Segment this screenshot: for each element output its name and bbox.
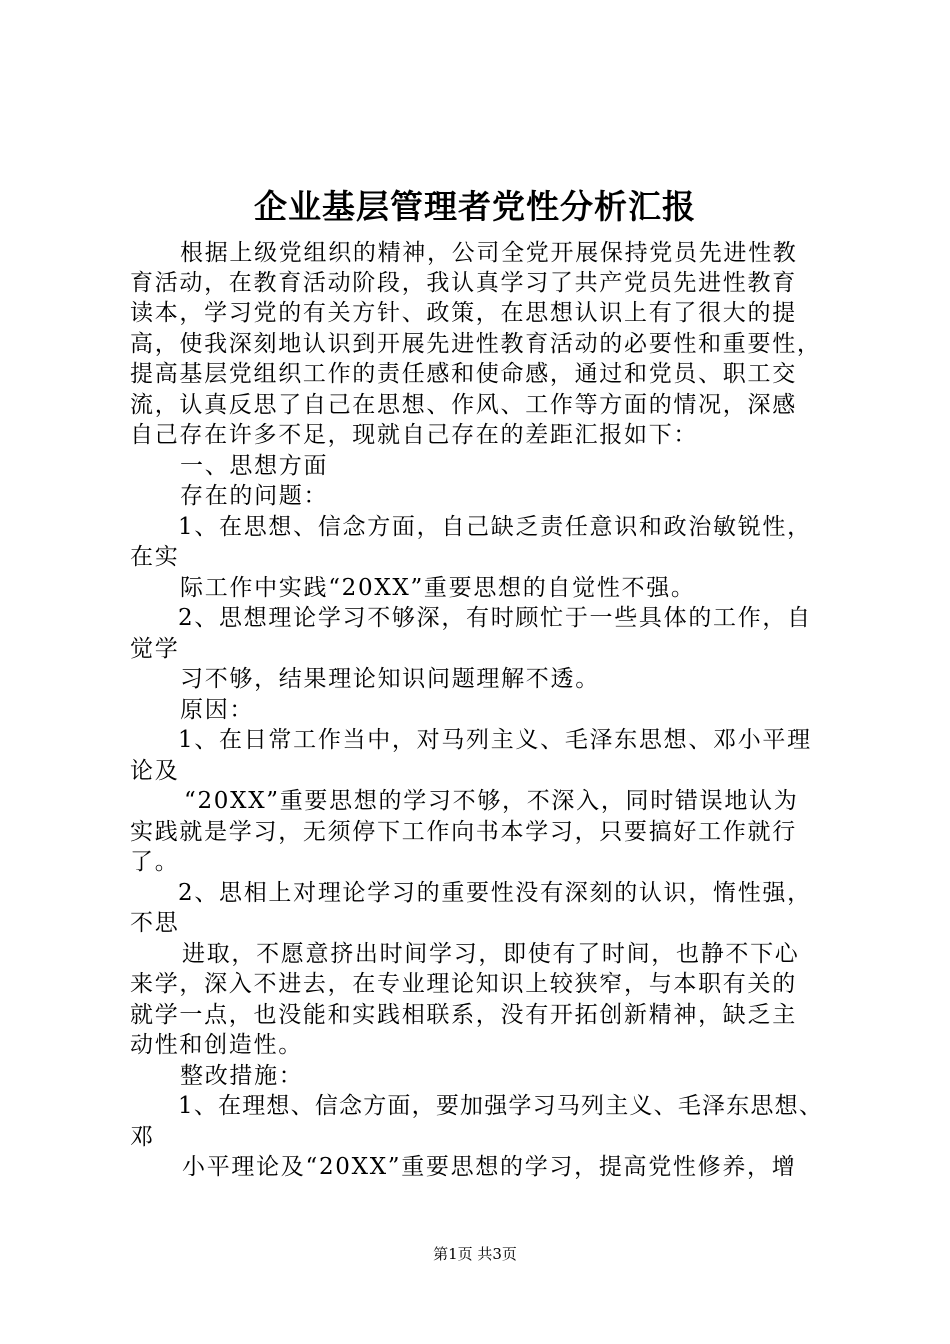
body-line: “20XX”重要思想的学习不够，不深入，同时错误地认为 [184, 788, 799, 814]
body-line: 1、在理想、信念方面，要加强学习马列主义、毛泽东思想、 [178, 1093, 824, 1119]
section-heading: 一、思想方面 [180, 453, 329, 479]
body-line: 论及 [130, 758, 180, 784]
body-line: 育活动，在教育活动阶段，我认真学习了共产党员先进性教育 [130, 270, 797, 296]
body-line: 提高基层党组织工作的责任感和使命感，通过和党员、职工交 [130, 361, 797, 387]
body-line: 自己存在许多不足，现就自己存在的差距汇报如下： [130, 422, 699, 448]
document-title: 企业基层管理者党性分析汇报 [254, 187, 696, 226]
body-line: 高，使我深刻地认识到开展先进性教育活动的必要性和重要性， [130, 331, 822, 357]
body-line: 读本，学习党的有关方针、政策，在思想认识上有了很大的提 [130, 300, 797, 326]
body-line: 习不够，结果理论知识问题理解不透。 [180, 666, 600, 692]
subsection-heading: 存在的问题： [180, 483, 329, 509]
body-line: 2、思相上对理论学习的重要性没有深刻的认识，惰性强， [178, 880, 812, 906]
body-line: 1、在日常工作当中，对马列主义、毛泽东思想、邓小平理 [178, 727, 812, 753]
page-footer: 第1页 共3页 [433, 1245, 517, 1263]
body-line: 小平理论及“20XX”重要思想的学习，提高党性修养，增 [182, 1154, 797, 1180]
body-line: 流，认真反思了自己在思想、作风、工作等方面的情况，深感 [130, 392, 797, 418]
body-line: 实践就是学习，无须停下工作向书本学习，只要搞好工作就行 [130, 819, 797, 845]
body-line: 际工作中实践“20XX”重要思想的自觉性不强。 [180, 575, 696, 601]
body-line: 2、思想理论学习不够深，有时顾忙于一些具体的工作，自 [178, 605, 812, 631]
body-line: 来学，深入不进去，在专业理论知识上较狭窄，与本职有关的 [130, 971, 797, 997]
body-line: 邓 [130, 1124, 155, 1150]
body-line: 了。 [130, 849, 180, 875]
body-line: 不思 [130, 910, 180, 936]
body-line: 动性和创造性。 [130, 1032, 303, 1058]
body-line: 1、在思想、信念方面，自己缺乏责任意识和政治敏锐性， [178, 514, 812, 540]
body-line: 觉学 [130, 636, 180, 662]
body-line: 在实 [130, 544, 180, 570]
body-line: 进取，不愿意挤出时间学习，即使有了时间，也静不下心 [182, 941, 800, 967]
body-line: 就学一点，也没能和实践相联系，没有开拓创新精神，缺乏主 [130, 1002, 797, 1028]
body-line: 根据上级党组织的精神，公司全党开展保持党员先进性教 [180, 240, 798, 266]
subsection-heading: 原因： [180, 697, 255, 723]
subsection-heading: 整改措施： [180, 1063, 304, 1089]
